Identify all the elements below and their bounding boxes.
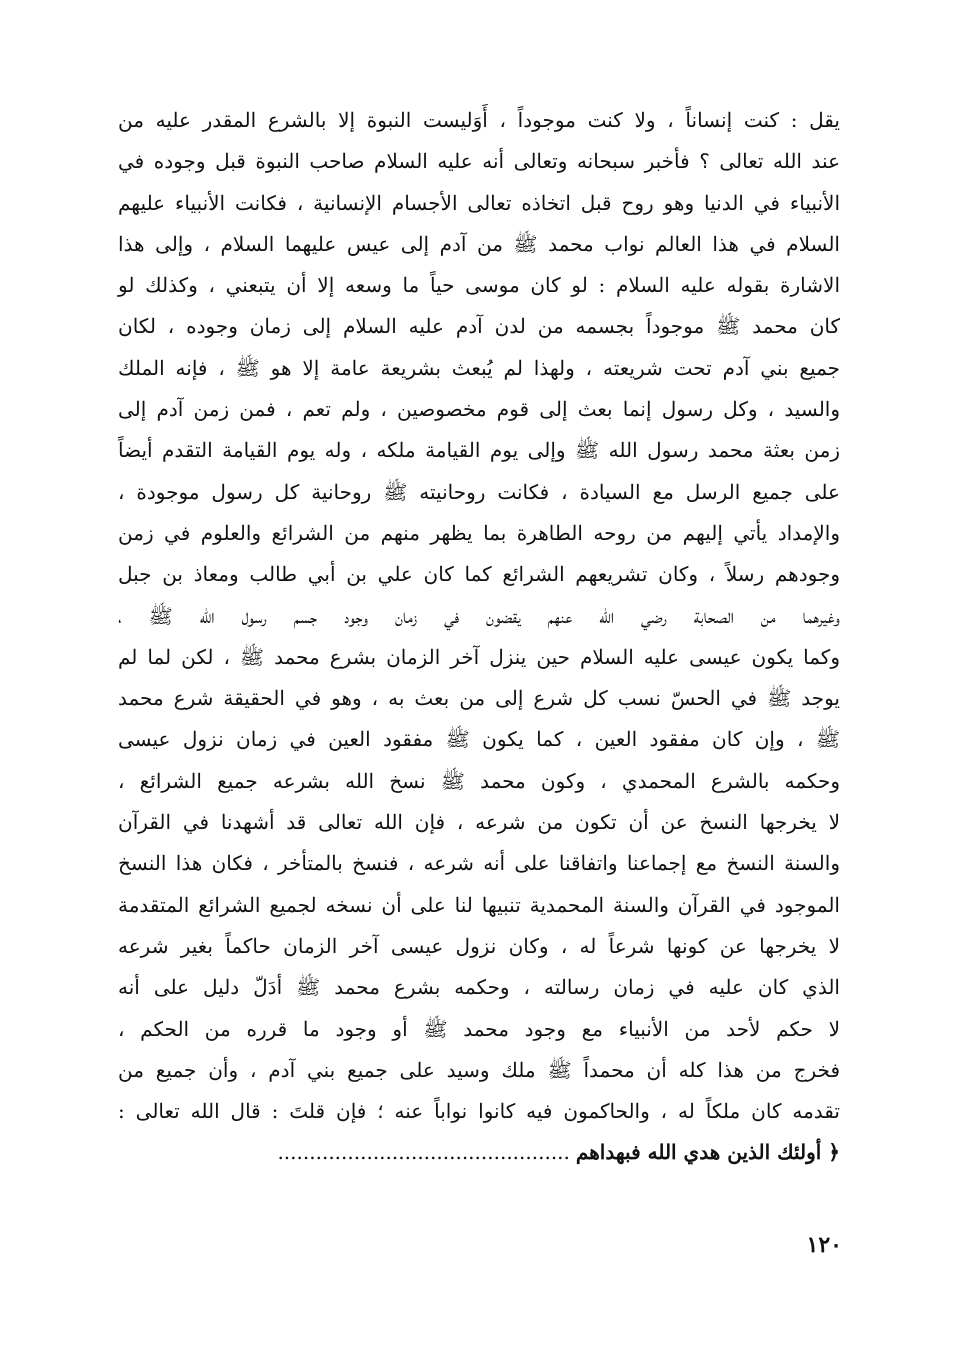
text-line-14: وكما يكون عيسى عليه السلام حين ينزل آخر الزمان بشرع محمد ﷺ ، لكن لما لم: [118, 644, 840, 669]
text-line-3: الأنبياء في الدنيا وهو روح قبل اتخاذه تعالى الأجسام الإنسانية ، فكانت الأنبياء عليهم: [118, 190, 840, 215]
text-line-25: تقدمه كان ملكاً له ، والحاكمون فيه كانوا نواباً عنه ؛ فإن قلتَ : قال الله تعالى :: [118, 1099, 840, 1124]
text-line-12: وجودهم رسلاً ، وكان تشريعهم الشرائع كما كان علي بن أبي طالب ومعاذ بن جبل: [118, 562, 840, 587]
text-line-16: ﷺ ، وإن كان مفقود العين ، كما يكون ﷺ مفقود العين في زمان نزول عيسى: [118, 727, 840, 752]
text-line-1: يقل : كنت إنساناً ، ولا كنت موجوداً ، أَوَليست النبوة إلا بالشرع المقدر عليه من: [118, 108, 840, 132]
continuation-dots: ..............................................: [277, 1140, 570, 1165]
text-line-5: الاشارة بقوله عليه السلام : لو كان موسى حياً ما وسعه إلا أن يتبعني ، وكذلك لو: [118, 273, 840, 298]
text-line-10: على جميع الرسل مع السيادة ، فكانت روحانيته ﷺ روحانية كل رسول موجودة ،: [118, 479, 840, 504]
text-line-18: لا يخرجها النسخ عن أن تكون من شرعه ، فإن الله تعالى قد أشهدنا في القرآن: [118, 810, 841, 835]
text-line-11: والإمداد يأتي إليهم من روحه الطاهرة بما يظهر منهم من الشرائع والعلوم في زمن: [118, 520, 840, 545]
text-line-24: فخرج من هذا كله أن محمداً ﷺ ملك وسيد على جميع بني آدم ، وأن جميع من: [118, 1057, 840, 1082]
body-text: [118, 100, 840, 1174]
text-line-4: السلام في هذا العالم نواب محمد ﷺ من آدم إلى عيس عليهما السلام ، وإلى هذا: [118, 231, 840, 256]
text-line-7: جميع بني آدم تحت شريعته ، ولهذا لم يُبعث بشريعة عامة إلا هو ﷺ ، فإنه الملك: [118, 355, 840, 380]
page-number: ١٢٠: [806, 1232, 842, 1258]
text-line-21: لا يخرجها عن كونها شرعاً له ، وكان نزول عيسى آخر الزمان حاكماً بغير شرعه: [118, 933, 840, 958]
text-line-15: يوجد ﷺ في الحسّ نسب كل شرع إلى من بعث به ، وهو في الحقيقة شرع محمد: [118, 686, 840, 711]
text-line-22: الذي كان عليه في زمان رسالته ، وحكمه بشرع محمد ﷺ أدَلّ دليل على أنه: [118, 975, 840, 1000]
text-line-2: عند الله تعالى ؟ فأخبر سبحانه وتعالى أنه عليه السلام صاحب النبوة قبل وجوده في: [118, 149, 840, 174]
text-line-20: الموجود في القرآن والسنة المحمدية تنبيها لنا على أن نسخه لجميع الشرائع المتقدمة: [118, 892, 840, 917]
text-line-6: كان محمد ﷺ موجوداً بجسمه من لدن آدم عليه السلام إلى زمان وجوده ، لكان: [118, 314, 840, 339]
text-line-13: وغيرهما من الصحابة رضي الله عنهم يقضون في زمان وجود جسم رسول الله ﷺ ،: [118, 603, 840, 628]
text-line-8: والسيد ، وكل رسول إنما بعث إلى قوم مخصوصين ، ولم تعم ، فمن زمن آدم إلى: [118, 397, 840, 422]
text-line-19: والسنة النسخ مع إجماعنا واتفاقنا على أنه شرعه ، فنسخ بالمتأخر ، فكان هذا النسخ: [118, 851, 840, 876]
verse-line: [118, 1132, 840, 1173]
text-line-9: زمن بعثة محمد رسول الله ﷺ وإلى يوم القيامة ملكه ، وله يوم القيامة التقدم أيضاً: [118, 438, 840, 463]
quran-verse: ﴿ أولئك الذين هدي الله فبهداهم: [575, 1140, 840, 1165]
text-line-17: وحكمه بالشرع المحمدي ، وكون محمد ﷺ نسخ الله بشرعه جميع الشرائع ،: [118, 768, 840, 793]
text-line-23: لا حكم لأحد من الأنبياء مع وجود محمد ﷺ أو وجود ما قرره من الحكم ،: [118, 1016, 840, 1041]
